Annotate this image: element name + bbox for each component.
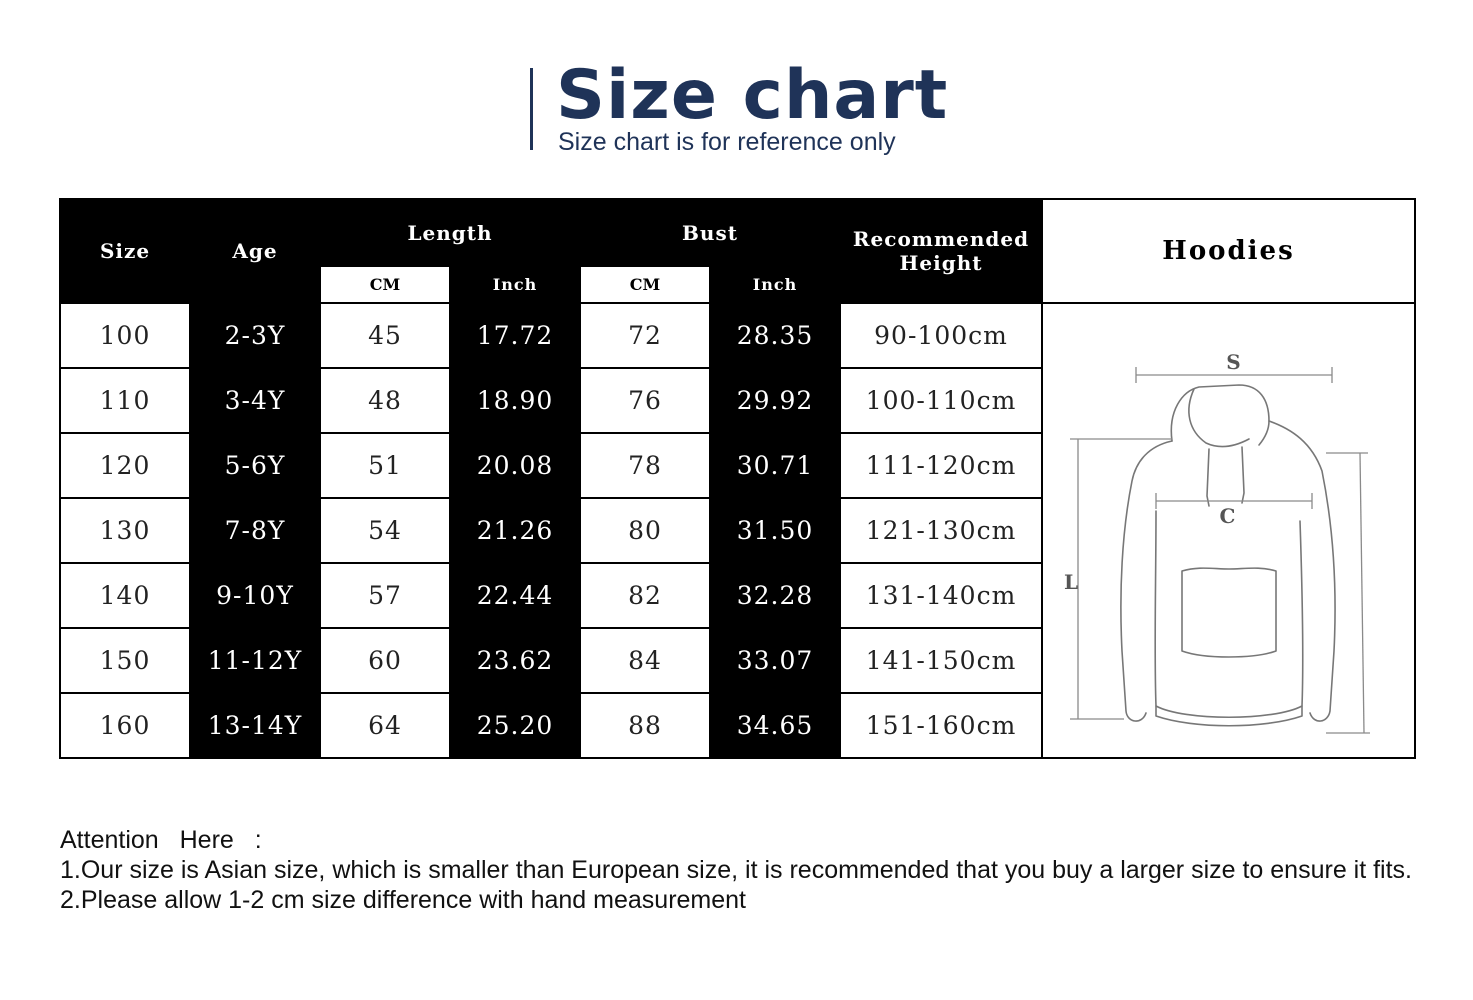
cell-bust-cm: 82 bbox=[580, 563, 710, 628]
cell-size: 100 bbox=[60, 303, 190, 368]
cell-length-inch: 25.20 bbox=[450, 693, 580, 758]
size-chart-table bbox=[59, 198, 1416, 759]
cell-bust-inch: 33.07 bbox=[710, 628, 840, 693]
header-size: Size bbox=[60, 199, 190, 303]
diagram-label-c: C bbox=[1219, 503, 1236, 528]
cell-age: 5-6Y bbox=[190, 433, 320, 498]
cell-length-cm: 48 bbox=[320, 368, 450, 433]
cell-bust-cm: 88 bbox=[580, 693, 710, 758]
header-length-inch: Inch bbox=[450, 266, 580, 303]
cell-length-inch: 18.90 bbox=[450, 368, 580, 433]
cell-bust-cm: 84 bbox=[580, 628, 710, 693]
header-bust: Bust bbox=[580, 199, 840, 266]
header-garment: Hoodies bbox=[1042, 199, 1415, 303]
cell-age: 3-4Y bbox=[190, 368, 320, 433]
cell-age: 7-8Y bbox=[190, 498, 320, 563]
cell-bust-cm: 76 bbox=[580, 368, 710, 433]
header-length: Length bbox=[320, 199, 580, 266]
cell-size: 150 bbox=[60, 628, 190, 693]
cell-bust-cm: 78 bbox=[580, 433, 710, 498]
cell-bust-inch: 28.35 bbox=[710, 303, 840, 368]
cell-size: 160 bbox=[60, 693, 190, 758]
cell-age: 2-3Y bbox=[190, 303, 320, 368]
cell-bust-cm: 80 bbox=[580, 498, 710, 563]
cell-bust-cm: 72 bbox=[580, 303, 710, 368]
cell-bust-inch: 31.50 bbox=[710, 498, 840, 563]
cell-bust-inch: 32.28 bbox=[710, 563, 840, 628]
notes-heading: Attention Here : bbox=[60, 826, 262, 854]
cell-length-inch: 21.26 bbox=[450, 498, 580, 563]
attention-notes bbox=[60, 825, 1440, 915]
note-line-1: 1.Our size is Asian size, which is smaller than European size, it is recommended that you buy a larger size to ensure it fits. bbox=[60, 856, 1413, 884]
diagram-label-l: L bbox=[1063, 569, 1079, 594]
cell-height: 151-160cm bbox=[840, 693, 1042, 758]
cell-age: 11-12Y bbox=[190, 628, 320, 693]
title-accent-bar bbox=[530, 68, 533, 150]
cell-height: 90-100cm bbox=[840, 303, 1042, 368]
cell-length-inch: 22.44 bbox=[450, 563, 580, 628]
cell-size: 140 bbox=[60, 563, 190, 628]
header-bust-inch: Inch bbox=[710, 266, 840, 303]
cell-length-cm: 45 bbox=[320, 303, 450, 368]
diagram-label-s: S bbox=[1225, 349, 1242, 374]
cell-bust-inch: 34.65 bbox=[710, 693, 840, 758]
hoodie-diagram bbox=[1064, 321, 1394, 741]
cell-size: 130 bbox=[60, 498, 190, 563]
cell-age: 9-10Y bbox=[190, 563, 320, 628]
cell-length-cm: 64 bbox=[320, 693, 450, 758]
cell-size: 120 bbox=[60, 433, 190, 498]
cell-length-inch: 23.62 bbox=[450, 628, 580, 693]
note-line-2: 2.Please allow 1-2 cm size difference with hand measurement bbox=[60, 886, 746, 914]
cell-bust-inch: 29.92 bbox=[710, 368, 840, 433]
cell-length-cm: 57 bbox=[320, 563, 450, 628]
title-block bbox=[530, 56, 990, 162]
header-length-cm: CM bbox=[320, 266, 450, 303]
cell-size: 110 bbox=[60, 368, 190, 433]
table-row bbox=[60, 303, 1415, 368]
cell-length-cm: 51 bbox=[320, 433, 450, 498]
cell-length-cm: 54 bbox=[320, 498, 450, 563]
page-title: Size chart bbox=[556, 56, 949, 135]
cell-height: 100-110cm bbox=[840, 368, 1042, 433]
header-age: Age bbox=[190, 199, 320, 303]
header-bust-cm: CM bbox=[580, 266, 710, 303]
cell-height: 121-130cm bbox=[840, 498, 1042, 563]
cell-length-inch: 17.72 bbox=[450, 303, 580, 368]
hoodie-diagram-cell bbox=[1042, 303, 1415, 758]
cell-age: 13-14Y bbox=[190, 693, 320, 758]
header-recommended-height: Recommended Height bbox=[840, 199, 1042, 303]
cell-height: 131-140cm bbox=[840, 563, 1042, 628]
cell-height: 111-120cm bbox=[840, 433, 1042, 498]
cell-height: 141-150cm bbox=[840, 628, 1042, 693]
cell-length-inch: 20.08 bbox=[450, 433, 580, 498]
page-subtitle: Size chart is for reference only bbox=[558, 128, 896, 156]
cell-bust-inch: 30.71 bbox=[710, 433, 840, 498]
cell-length-cm: 60 bbox=[320, 628, 450, 693]
